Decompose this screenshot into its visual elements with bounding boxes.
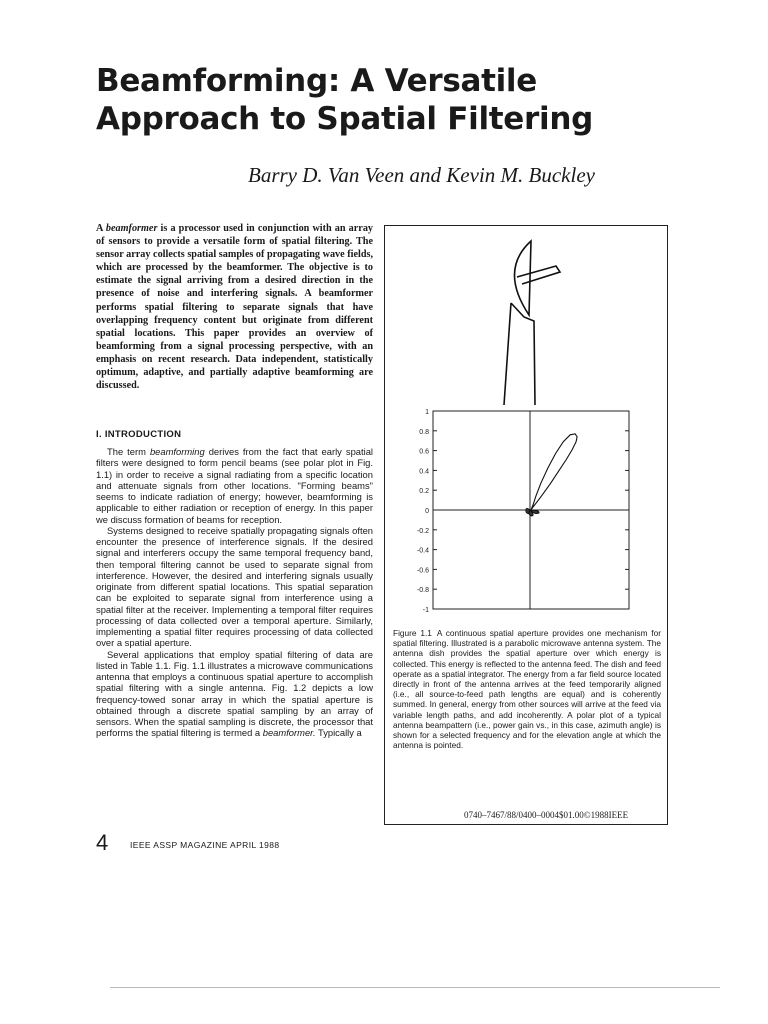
copyright-line: 0740–7467/88/0400–0004$01.00©1988IEEE bbox=[464, 810, 629, 820]
section-heading: I. INTRODUCTION bbox=[96, 429, 182, 440]
dish-outline bbox=[514, 241, 531, 315]
y-tick-label: -0.2 bbox=[416, 527, 429, 535]
page-number: 4 bbox=[96, 830, 109, 855]
p1-rest: derives from the fact that early spatial filters were designed to form pencil beams (see polar plot in Fig. 1.1) in order to receive a signal radiating from a specific location and attenuate signals from other locations. "Forming beams" seems to indicate radiation of energy; however, beamforming is applicable to either radiation or reception of energy. In this paper we discuss formation of beams for reception. bbox=[96, 446, 373, 525]
abstract-term: beamformer bbox=[105, 223, 158, 234]
p1-start: The term bbox=[107, 446, 150, 457]
abstract bbox=[96, 222, 373, 392]
feed-arm bbox=[517, 266, 560, 284]
article-title bbox=[96, 62, 656, 138]
antenna-illustration bbox=[384, 225, 668, 410]
p1-term: beamforming bbox=[149, 446, 205, 457]
beampattern-main-lobe bbox=[531, 434, 577, 510]
p3-term: beamformer. bbox=[262, 727, 316, 739]
antenna-pedestal bbox=[504, 303, 535, 405]
y-tick-label: 0 bbox=[425, 508, 429, 515]
journal-footer: IEEE ASSP MAGAZINE APRIL 1988 bbox=[130, 840, 280, 850]
abstract-text: is a processor used in conjunction with an array of sensors to provide a versatile form of spatial filtering. The sensor array collects spatial samples of propagating wave fields, which are processed by the beamformer. The objective is to estimate the signal arriving from a desired direction in the presence of noise and interfering signals. A beamformer performs spatial filtering to separate signals that have overlapping frequency content but originate from different spatial locations. This paper provides an overview of beamforming from a signal processing perspective, with an emphasis on recent research. Data independent, statistically optimum, adaptive, and partially adaptive beamforming are discussed. bbox=[96, 223, 374, 392]
p3-rest: Typically a bbox=[315, 727, 362, 739]
paragraph-2: Systems designed to receive spatially propagating signals often encounter the presence of interference signals. If the desired signal and interferers occupy the same temporal frequency band, then temporal filtering cannot be used to separate signal from interference. However, the desired and interfering signals usually originate from different spatial locations. This spatial separation can be exploited to separate signal from interference using a spatial filter at the receiver. Implementing a temporal filter requires processing of data collected over a temporal aperture. Similarly, implementing a spatial filter requires processing of data collected over a spatial aperture. bbox=[96, 524, 373, 649]
authors-line: Barry D. Van Veen and Kevin M. Buckley bbox=[248, 163, 595, 187]
figure-caption bbox=[393, 628, 661, 750]
paragraph-1 bbox=[96, 446, 373, 525]
y-tick-label: -0.8 bbox=[416, 587, 429, 595]
footer-rule bbox=[110, 987, 720, 988]
figure-number: Figure 1.1 bbox=[393, 628, 432, 638]
abstract-lead: A bbox=[96, 223, 106, 234]
paragraph-3 bbox=[96, 649, 373, 739]
body-text bbox=[96, 446, 373, 739]
y-tick-label: -1 bbox=[422, 607, 429, 614]
title-line-2: Approach to Spatial Filtering bbox=[96, 101, 593, 137]
y-tick-label: 0.8 bbox=[419, 428, 429, 436]
y-tick-label: 1 bbox=[425, 409, 429, 416]
y-tick-label: -0.4 bbox=[416, 547, 429, 555]
polar-beampattern-plot bbox=[384, 400, 668, 625]
y-tick-label: 0.4 bbox=[419, 468, 429, 476]
y-tick-label: 0.6 bbox=[419, 448, 429, 456]
p3-start: Several applications that employ spatial filtering of data are listed in Table 1.1. Fig. 1.1 illustrates a microwave communications antenna that employs a continuous spatial aperture to accomplish spatial filtering with a single antenna. Fig. 1.2 depicts a low frequency-towed sonar array in which the spatial aperture is obtained through a discrete spatial sampling by an array of sensors. When the spatial sampling is discrete, the processor that performs the spatial filtering is termed a bbox=[96, 648, 373, 739]
y-tick-label: -0.6 bbox=[416, 567, 429, 575]
title-line-1: Beamforming: A Versatile bbox=[96, 63, 537, 99]
figure-caption-text: A continuous spatial aperture provides one mechanism for spatial filtering. Illustrated is a parabolic microwave antenna system. The antenna dish provides the spatial aperture over which energy is collected. This energy is reflected to the antenna feed. The dish and feed operate as a spatial integrator. The energy from a far field source located directly in front of the antenna arrives at the feed temporarily aligned (i.e., all source-to-feed path lengths are equal) and is coherently summed. In general, energy from other sources will arrive at the feed via variable length paths, and add incoherently. A polar plot of a typical antenna beampattern (i.e., power gain vs., in this case, azimuth angle) is shown for a selected frequency and for the elevation angle at which the antenna is pointed. bbox=[393, 628, 661, 751]
y-tick-label: 0.2 bbox=[419, 488, 429, 496]
